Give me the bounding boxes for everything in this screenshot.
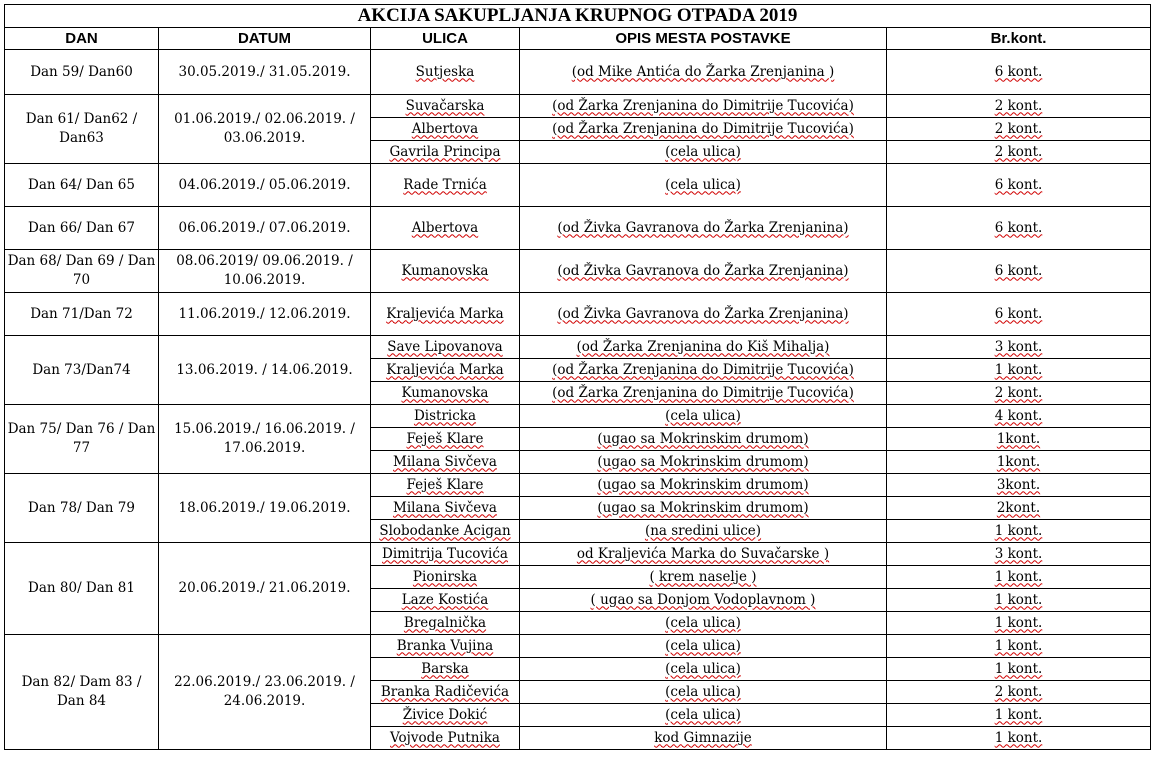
table-row <box>5 50 1151 95</box>
header-datum: DATUM <box>159 28 371 50</box>
table-row <box>5 164 1151 207</box>
location-cell <box>520 359 887 382</box>
container-count-cell <box>887 658 1151 681</box>
container-count-cell <box>887 612 1151 635</box>
day-cell: Dan 59/ Dan60 <box>5 50 159 95</box>
container-count-cell <box>887 543 1151 566</box>
street-cell-text: Vojvode Putnika <box>390 729 500 746</box>
day-cell: Dan 71/Dan 72 <box>5 293 159 336</box>
container-count-cell <box>887 141 1151 164</box>
street-cell-text: Albertova <box>411 120 479 137</box>
location-cell <box>520 382 887 405</box>
street-cell <box>371 681 520 704</box>
street-cell-text: Gavrila Principa <box>389 143 501 160</box>
container-count-cell-text: 2 kont. <box>994 97 1043 114</box>
container-count-cell <box>887 95 1151 118</box>
container-count-cell-text: 1 kont. <box>994 568 1043 585</box>
header-ulica: ULICA <box>371 28 520 50</box>
location-cell <box>520 681 887 704</box>
container-count-cell-text: 6 kont. <box>994 262 1043 279</box>
street-cell <box>371 164 520 207</box>
day-cell: Dan 73/Dan74 <box>5 336 159 405</box>
header-br-kont: Br.kont. <box>887 28 1151 50</box>
location-cell-text: (cela ulica) <box>665 683 741 700</box>
location-cell-text: kod Gimnazije <box>654 729 752 746</box>
table-row <box>5 250 1151 293</box>
location-cell <box>520 164 887 207</box>
date-cell: 13.06.2019. / 14.06.2019. <box>159 336 371 405</box>
container-count-cell-text: 1 kont. <box>994 706 1043 723</box>
street-cell <box>371 336 520 359</box>
location-cell-text: (ugao sa Mokrinskim drumom) <box>597 453 809 470</box>
location-cell-text: (od Žarka Zrenjanina do Dimitrije Tucovića) <box>552 120 854 137</box>
street-cell <box>371 566 520 589</box>
location-cell <box>520 293 887 336</box>
container-count-cell-text: 1 kont. <box>994 361 1043 378</box>
table-row <box>5 336 1151 359</box>
location-cell-text: (cela ulica) <box>665 614 741 631</box>
table-row <box>5 207 1151 250</box>
day-cell: Dan 64/ Dan 65 <box>5 164 159 207</box>
street-cell-text: Rade Trnića <box>403 176 487 193</box>
street-cell <box>371 474 520 497</box>
street-cell <box>371 207 520 250</box>
container-count-cell-text: 3 kont. <box>994 545 1043 562</box>
container-count-cell <box>887 336 1151 359</box>
street-cell-text: Živice Dokić <box>402 706 488 723</box>
location-cell <box>520 520 887 543</box>
container-count-cell-text: 2 kont. <box>994 384 1043 401</box>
table-row <box>5 543 1151 566</box>
location-cell <box>520 566 887 589</box>
date-cell: 04.06.2019./ 05.06.2019. <box>159 164 371 207</box>
page-title: AKCIJA SAKUPLJANJA KRUPNOG OTPADA 2019 <box>5 5 1151 28</box>
container-count-cell-text: 1 kont. <box>994 729 1043 746</box>
date-cell: 08.06.2019/ 09.06.2019. / 10.06.2019. <box>159 250 371 293</box>
location-cell <box>520 336 887 359</box>
location-cell <box>520 727 887 750</box>
container-count-cell <box>887 589 1151 612</box>
container-count-cell <box>887 566 1151 589</box>
container-count-cell <box>887 451 1151 474</box>
street-cell <box>371 50 520 95</box>
street-cell <box>371 428 520 451</box>
container-count-cell <box>887 405 1151 428</box>
street-cell <box>371 118 520 141</box>
location-cell <box>520 207 887 250</box>
container-count-cell <box>887 635 1151 658</box>
container-count-cell-text: 6 kont. <box>994 305 1043 322</box>
location-cell-text: (od Žarka Zrenjanina do Kiš Mihalja) <box>576 338 830 355</box>
location-cell <box>520 612 887 635</box>
location-cell <box>520 543 887 566</box>
header-dan: DAN <box>5 28 159 50</box>
street-cell-text: Kumanovska <box>401 262 489 279</box>
location-cell-text: od Kraljevića Marka do Suvačarske ) <box>576 545 830 562</box>
date-cell: 30.05.2019./ 31.05.2019. <box>159 50 371 95</box>
container-count-cell-text: 2 kont. <box>994 143 1043 160</box>
container-count-cell <box>887 474 1151 497</box>
day-cell: Dan 82/ Dam 83 / Dan 84 <box>5 635 159 750</box>
container-count-cell-text: 6 kont. <box>994 219 1043 236</box>
day-cell: Dan 68/ Dan 69 / Dan 70 <box>5 250 159 293</box>
location-cell-text: (ugao sa Mokrinskim drumom) <box>597 430 809 447</box>
location-cell-text: (ugao sa Mokrinskim drumom) <box>597 499 809 516</box>
date-cell: 06.06.2019./ 07.06.2019. <box>159 207 371 250</box>
location-cell-text: (od Žarka Zrenjanina do Dimitrije Tucovića) <box>552 97 854 114</box>
container-count-cell-text: 1 kont. <box>994 660 1043 677</box>
header-opis: OPIS MESTA POSTAVKE <box>520 28 887 50</box>
location-cell-text: ( krem naselje ) <box>649 568 757 585</box>
location-cell <box>520 704 887 727</box>
street-cell-text: Laze Kostića <box>401 591 489 608</box>
street-cell-text: Kraljevića Marka <box>386 305 504 322</box>
street-cell-text: Pionirska <box>412 568 478 585</box>
location-cell <box>520 451 887 474</box>
street-cell-text: Feješ Klare <box>406 476 484 493</box>
day-cell: Dan 75/ Dan 76 / Dan 77 <box>5 405 159 474</box>
street-cell <box>371 405 520 428</box>
schedule-body <box>5 50 1151 750</box>
location-cell <box>520 118 887 141</box>
street-cell-text: Albertova <box>411 219 479 236</box>
street-cell <box>371 293 520 336</box>
street-cell <box>371 727 520 750</box>
location-cell-text: (od Mike Antića do Žarka Zrenjanina ) <box>571 63 835 80</box>
day-cell: Dan 66/ Dan 67 <box>5 207 159 250</box>
location-cell-text: (od Žarka Zrenjanina do Dimitrije Tucovića) <box>552 384 854 401</box>
street-cell <box>371 658 520 681</box>
container-count-cell-text: 1 kont. <box>994 591 1043 608</box>
location-cell <box>520 658 887 681</box>
street-cell-text: Barska <box>421 660 469 677</box>
street-cell-text: Sutjeska <box>415 63 475 80</box>
street-cell <box>371 141 520 164</box>
day-cell: Dan 80/ Dan 81 <box>5 543 159 635</box>
street-cell-text: Feješ Klare <box>406 430 484 447</box>
container-count-cell <box>887 681 1151 704</box>
location-cell-text: (od Živka Gavranova do Žarka Zrenjanina) <box>557 219 849 236</box>
street-cell <box>371 612 520 635</box>
street-cell <box>371 95 520 118</box>
container-count-cell <box>887 164 1151 207</box>
street-cell <box>371 451 520 474</box>
street-cell-text: Districka <box>413 407 477 424</box>
table-row <box>5 474 1151 497</box>
street-cell-text: Kraljevića Marka <box>386 361 504 378</box>
location-cell-text: (cela ulica) <box>665 660 741 677</box>
street-cell <box>371 250 520 293</box>
location-cell-text: (cela ulica) <box>665 176 741 193</box>
street-cell-text: Kumanovska <box>401 384 489 401</box>
container-count-cell-text: 2 kont. <box>994 683 1043 700</box>
street-cell-text: Branka Radičevića <box>380 683 510 700</box>
container-count-cell <box>887 382 1151 405</box>
container-count-cell-text: 1 kont. <box>994 614 1043 631</box>
location-cell-text: (od Živka Gavranova do Žarka Zrenjanina) <box>557 305 849 322</box>
location-cell-text: (od Žarka Zrenjanina do Dimitrije Tucovića) <box>552 361 854 378</box>
container-count-cell-text: 2 kont. <box>994 120 1043 137</box>
date-cell: 15.06.2019./ 16.06.2019. / 17.06.2019. <box>159 405 371 474</box>
date-cell: 20.06.2019./ 21.06.2019. <box>159 543 371 635</box>
street-cell-text: Bregalnička <box>403 614 487 631</box>
date-cell: 18.06.2019./ 19.06.2019. <box>159 474 371 543</box>
location-cell-text: (ugao sa Mokrinskim drumom) <box>597 476 809 493</box>
street-cell-text: Branka Vujina <box>396 637 494 654</box>
container-count-cell-text: 4 kont. <box>994 407 1043 424</box>
location-cell-text: (od Živka Gavranova do Žarka Zrenjanina) <box>557 262 849 279</box>
street-cell-text: Milana Sivčeva <box>393 499 497 516</box>
location-cell <box>520 405 887 428</box>
date-cell: 11.06.2019./ 12.06.2019. <box>159 293 371 336</box>
day-cell: Dan 78/ Dan 79 <box>5 474 159 543</box>
street-cell <box>371 543 520 566</box>
street-cell <box>371 382 520 405</box>
location-cell-text: ( ugao sa Donjom Vodoplavnom ) <box>590 591 816 608</box>
location-cell <box>520 50 887 95</box>
street-cell-text: Save Lipovanova <box>387 338 503 355</box>
street-cell <box>371 359 520 382</box>
container-count-cell <box>887 497 1151 520</box>
container-count-cell <box>887 520 1151 543</box>
container-count-cell-text: 6 kont. <box>994 176 1043 193</box>
container-count-cell <box>887 727 1151 750</box>
container-count-cell <box>887 359 1151 382</box>
table-row <box>5 95 1151 118</box>
container-count-cell <box>887 207 1151 250</box>
location-cell-text: (cela ulica) <box>665 706 741 723</box>
container-count-cell <box>887 704 1151 727</box>
location-cell <box>520 428 887 451</box>
table-row <box>5 635 1151 658</box>
container-count-cell-text: 3kont. <box>996 476 1041 493</box>
location-cell-text: (cela ulica) <box>665 143 741 160</box>
container-count-cell <box>887 250 1151 293</box>
location-cell <box>520 589 887 612</box>
location-cell <box>520 497 887 520</box>
street-cell <box>371 520 520 543</box>
street-cell <box>371 635 520 658</box>
location-cell <box>520 95 887 118</box>
street-cell <box>371 589 520 612</box>
collection-schedule-table <box>4 4 1151 750</box>
container-count-cell-text: 1kont. <box>996 430 1041 447</box>
street-cell-text: Milana Sivčeva <box>393 453 497 470</box>
container-count-cell-text: 1 kont. <box>994 522 1043 539</box>
location-cell <box>520 250 887 293</box>
container-count-cell <box>887 50 1151 95</box>
location-cell <box>520 141 887 164</box>
table-row <box>5 405 1151 428</box>
container-count-cell <box>887 118 1151 141</box>
table-row <box>5 293 1151 336</box>
container-count-cell <box>887 293 1151 336</box>
date-cell: 22.06.2019./ 23.06.2019. / 24.06.2019. <box>159 635 371 750</box>
location-cell-text: (cela ulica) <box>665 407 741 424</box>
location-cell-text: (cela ulica) <box>665 637 741 654</box>
container-count-cell-text: 2kont. <box>996 499 1041 516</box>
container-count-cell <box>887 428 1151 451</box>
container-count-cell-text: 1kont. <box>996 453 1041 470</box>
location-cell <box>520 474 887 497</box>
container-count-cell-text: 3 kont. <box>994 338 1043 355</box>
street-cell-text: Suvačarska <box>405 97 485 114</box>
street-cell <box>371 497 520 520</box>
day-cell: Dan 61/ Dan62 / Dan63 <box>5 95 159 164</box>
street-cell-text: Slobodanke Acigan <box>379 522 511 539</box>
location-cell <box>520 635 887 658</box>
container-count-cell-text: 1 kont. <box>994 637 1043 654</box>
street-cell-text: Dimitrija Tucovića <box>382 545 508 562</box>
location-cell-text: (na sredini ulice) <box>644 522 762 539</box>
container-count-cell-text: 6 kont. <box>994 63 1043 80</box>
date-cell: 01.06.2019./ 02.06.2019. / 03.06.2019. <box>159 95 371 164</box>
street-cell <box>371 704 520 727</box>
